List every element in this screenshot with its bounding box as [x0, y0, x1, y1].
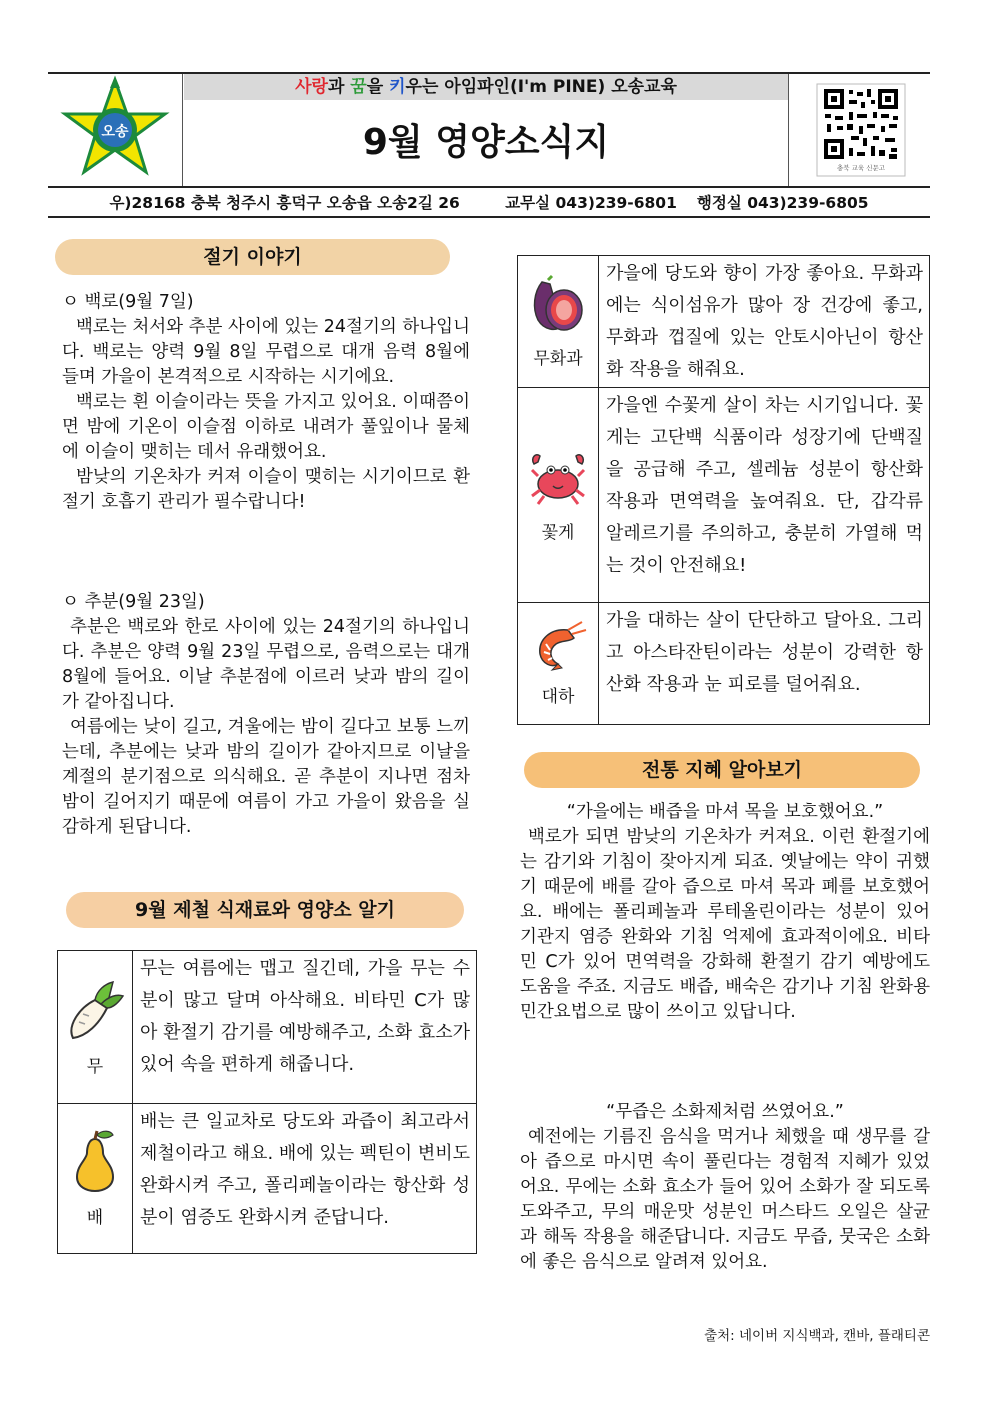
- wisdom-quote-2: “무즙은 소화제처럼 쓰였어요.”: [606, 1102, 844, 1122]
- chubun-paragraph-2: 여름에는 낮이 길고, 겨울에는 밤이 길다고 보통 느끼는데, 추분에는 낮과 밤의 길이가 같아지므로 이날을 계절의 분기점으로 의식해요. 곧 추분이 지나면 점차 밤이 길어지기 때문에 여름이 가고 가을이 왔음을 실감하게 된답니다.: [62, 717, 470, 837]
- food-name: 대하: [541, 687, 575, 707]
- section-heading-seasonal-food: 9월 제철 식재료와 영양소 알기: [66, 892, 464, 928]
- radish-icon: [65, 978, 125, 1042]
- food-icon-cell: [58, 1104, 133, 1254]
- header-bottom-rule: [48, 186, 930, 188]
- food-description: 배는 큰 일교차로 당도와 과즙이 최고라서 제철이라고 해요. 배에 있는 펙틴이 변비도 완화시켜 주고, 폴리페놀이라는 항산화 성분이 염증도 완화시켜 준답니다.: [133, 1104, 477, 1254]
- chubun-title: ㅇ 추분(9월 23일): [62, 592, 205, 612]
- address-bar: [48, 190, 930, 218]
- section-heading-seasons: 절기 이야기: [55, 239, 450, 275]
- qr-cell: [788, 74, 931, 186]
- baekro-title: ㅇ 백로(9월 7일): [62, 292, 194, 312]
- slogan-part: 꿈: [350, 77, 367, 97]
- wisdom-paragraph-1: 백로가 되면 밤낮의 기온차가 커져요. 이런 환절기에는 감기와 기침이 잦아지게 되죠. 옛날에는 약이 귀했기 때문에 배를 갈아 즙으로 마셔 목과 폐를 보호했어요. 배에는 폴리페놀과 루테올린이라는 성분이 있어 기관지 염증 완화와 기침 억제에 효과적이에요. 비타민 C가 있어 면역력을 강화해 환절기 감기 예방에도 도움을 주죠. 지금도 배즙, 배숙은 감기나 기침 완화용 민간요법으로 많이 쓰이고 있답니다.: [520, 827, 930, 1022]
- office-phone-1: 교무실 043)239-6801: [505, 194, 677, 212]
- school-logo-cell: [48, 74, 183, 186]
- food-name: 배: [86, 1208, 104, 1228]
- food-name: 무: [86, 1056, 104, 1077]
- wisdom-block-2: [520, 1100, 930, 1275]
- qr-code-icon: [789, 74, 931, 186]
- baekro-block: [62, 290, 470, 515]
- fig-icon: [528, 274, 588, 334]
- slogan-part: 우는 아임파인(I'm PINE) 오송교육: [405, 77, 677, 97]
- wisdom-quote-1: “가을에는 배즙을 마셔 목을 보호했어요.”: [566, 802, 884, 822]
- table-row: [58, 951, 477, 1104]
- table-row: [518, 256, 930, 388]
- school-logo: [48, 74, 182, 186]
- wisdom-block-1: [520, 800, 930, 1025]
- chubun-paragraph-1: 추분은 백로와 한로 사이에 있는 24절기의 하나입니다. 추분은 양력 9월 23일 무렵으로, 음력으로는 대개 8월에 들어요. 이날 추분점에 이르러 낮과 밤의 길이가 같아집니다.: [62, 617, 470, 712]
- slogan-part: 키: [389, 77, 406, 97]
- slogan-part: 사랑: [295, 77, 328, 97]
- chubun-block: [62, 590, 470, 840]
- food-description: 무는 여름에는 맵고 질긴데, 가을 무는 수분이 많고 달며 아삭해요. 비타민 C가 많아 환절기 감기를 예방해주고, 소화 효소가 있어 속을 편하게 해줍니다.: [133, 951, 477, 1104]
- logo-text: 오송: [101, 124, 129, 140]
- seasonal-food-table-left: [57, 950, 477, 1254]
- shrimp-icon: [528, 620, 588, 672]
- seasonal-food-table-right: [517, 255, 930, 725]
- baekro-paragraph-2: 백로는 흰 이슬이라는 뜻을 가지고 있어요. 이때쯤이면 밤에 기온이 이슬점 이하로 내려가 풀잎이나 물체에 이슬이 맺히는 데서 유래했어요.: [62, 392, 470, 462]
- page-title: 9월 영양소식지: [362, 122, 610, 163]
- table-row: [518, 603, 930, 725]
- food-name: 꽃게: [541, 522, 575, 543]
- source-note: 출처: 네이버 지식백과, 캔바, 플래티콘: [704, 1328, 930, 1344]
- section-heading-traditional-wisdom: 전통 지혜 알아보기: [524, 752, 920, 788]
- food-name: 무화과: [533, 349, 583, 369]
- food-icon-cell: [58, 951, 133, 1104]
- slogan-part: 과: [327, 77, 351, 97]
- table-row: [518, 388, 930, 603]
- pear-icon: [65, 1129, 125, 1193]
- food-description: 가을에 당도와 향이 가장 좋아요. 무화과에는 식이섬유가 많아 장 건강에 좋고, 무화과 껍질에 있는 안토시아닌이 항산화 작용을 해줘요.: [599, 256, 930, 388]
- food-icon-cell: [518, 603, 599, 725]
- food-description: 가을 대하는 살이 단단하고 달아요. 그리고 아스타잔틴이라는 성분이 강력한 항산화 작용과 눈 피로를 덜어줘요.: [599, 603, 930, 725]
- office-phone-2: 행정실 043)239-6805: [696, 194, 869, 212]
- slogan: [184, 74, 788, 100]
- food-icon-cell: [518, 388, 599, 603]
- wisdom-paragraph-2: 예전에는 기름진 음식을 먹거나 체했을 때 생무를 갈아 즙으로 마시면 속이 풀린다는 경험적 지혜가 있었어요. 무에는 소화 효소가 들어 있어 소화가 잘 되도록 도와주고, 무의 매운맛 성분인 머스타드 오일은 살균과 해독 작용을 해준답니다. 지금도 무즙, 뭇국은 소화에 좋은 음식으로 알려져 있어요.: [520, 1127, 930, 1272]
- table-row: [58, 1104, 477, 1254]
- baekro-paragraph-3: 밤낮의 기온차가 커져 이슬이 맺히는 시기이므로 환절기 호흡기 관리가 필수랍니다!: [62, 467, 470, 512]
- school-address: 우)28168 충북 청주시 흥덕구 오송읍 오송2길 26: [109, 194, 460, 212]
- baekro-paragraph-1: 백로는 처서와 추분 사이에 있는 24절기의 하나입니다. 백로는 양력 9월 8일 무렵으로 대개 음력 8월에 들며 가을이 본격적으로 시작하는 시기에요.: [62, 317, 470, 387]
- food-icon-cell: [518, 256, 599, 388]
- food-description: 가을엔 수꽃게 살이 차는 시기입니다. 꽃게는 고단백 식품이라 성장기에 단백질을 공급해 주고, 셀레늄 성분이 항산화 작용과 면역력을 높여줘요. 단, 갑각류 알레르기를 주의하고, 충분히 가열해 먹는 것이 안전해요!: [599, 388, 930, 603]
- qr-caption: 충북 교육 신문고: [836, 164, 886, 172]
- crab-icon: [526, 448, 590, 508]
- slogan-part: 을: [366, 77, 390, 97]
